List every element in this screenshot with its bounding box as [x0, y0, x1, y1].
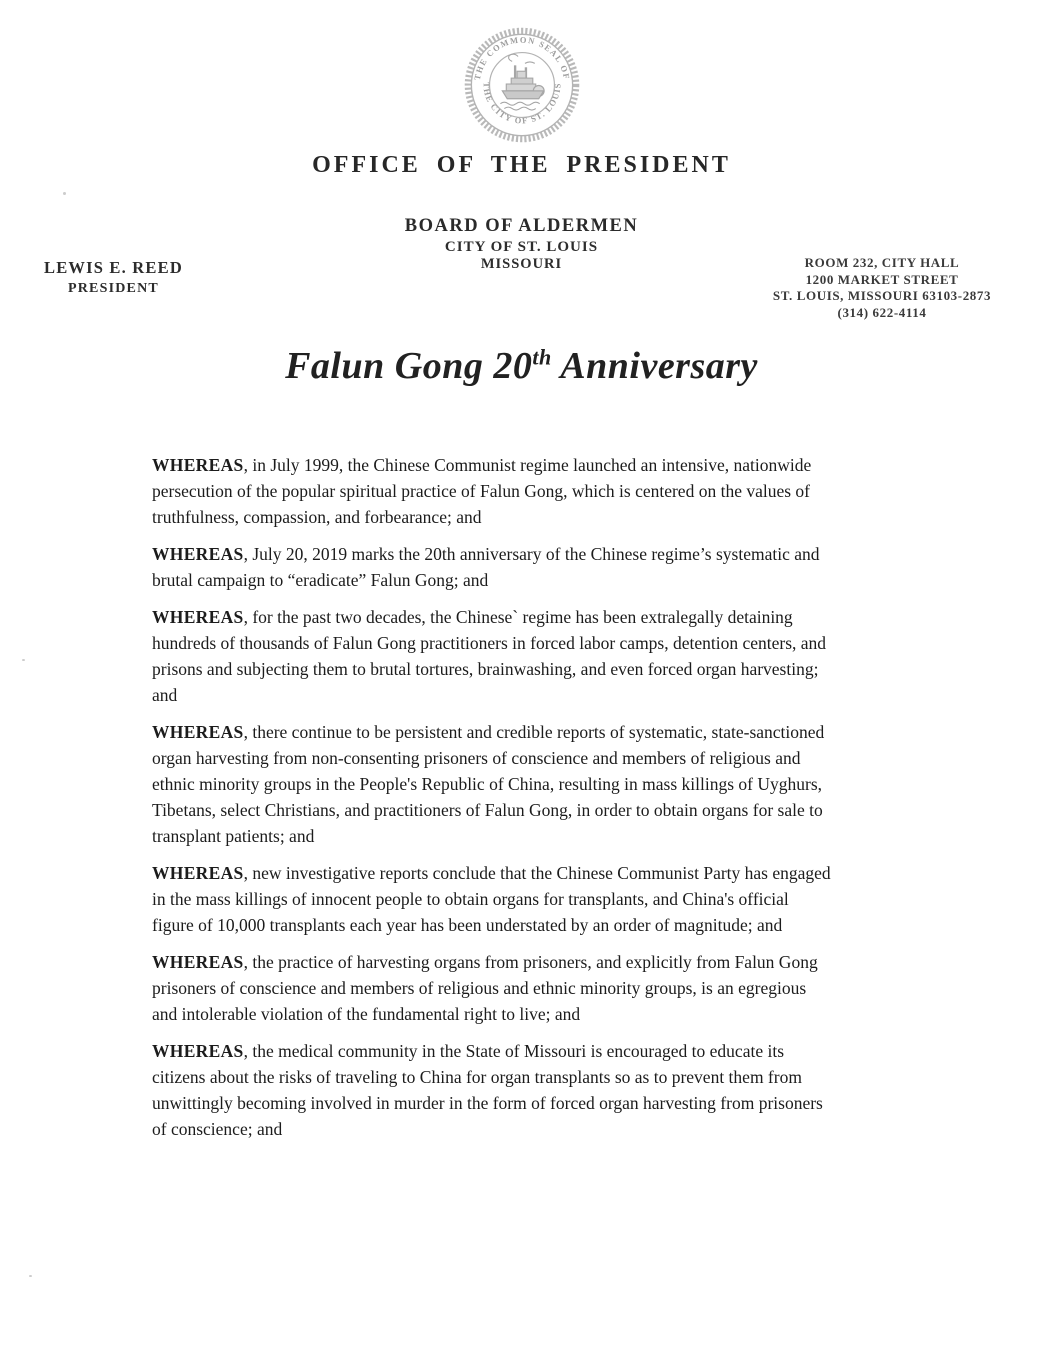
paragraph-text: , in July 1999, the Chinese Communist regime launched an intensive, nationwide persecution of the popular spiritual practice of Falun Gong, which is centered on the values of truthfulness, compassion, and forbearance; and	[152, 455, 812, 527]
whereas-paragraph-3	[152, 604, 834, 708]
address-line-city: ST. LOUIS, MISSOURI 63103-2873	[772, 288, 992, 303]
document-body	[152, 452, 834, 1153]
whereas-lead: WHEREAS	[152, 455, 244, 475]
city-line: CITY OF ST. LOUIS	[444, 239, 599, 255]
seal-bottom-text: THE CITY OF ST. LOUIS	[481, 82, 562, 126]
address-block	[732, 255, 1032, 321]
office-title: OFFICE OF THE PRESIDENT	[312, 152, 731, 178]
whereas-lead: WHEREAS	[152, 722, 244, 742]
title-superscript: th	[532, 344, 552, 370]
board-of-aldermen-title: BOARD OF ALDERMEN	[404, 216, 639, 236]
whereas-paragraph-4	[152, 719, 834, 849]
city-seal	[463, 26, 581, 144]
paragraph-text: , the medical community in the State of Missouri is encouraged to educate its citizens about the risks of traveling to China for organ transplants so as to prevent them from unwittingly becoming involved in murder in the form of forced organ harvesting from prisoners of conscience; and	[152, 1041, 823, 1139]
address-line-phone: (314) 622-4114	[837, 304, 927, 320]
paragraph-text: , July 20, 2019 marks the 20th anniversary of the Chinese regime’s systematic and brutal campaign to “eradicate” Falun Gong; and	[152, 544, 820, 590]
whereas-paragraph-5	[152, 860, 834, 938]
steamboat-icon	[500, 54, 544, 110]
scan-artifact	[29, 1275, 32, 1277]
whereas-lead: WHEREAS	[152, 1041, 244, 1061]
address-line-room: ROOM 232, CITY HALL	[804, 255, 960, 270]
paragraph-text: , new investigative reports conclude that the Chinese Communist Party has engaged in the mass killings of innocent people to obtain organs for transplants, and China's official figure of 10,000 transplants each year has been understated by an order of magnitude; and	[152, 863, 831, 935]
whereas-paragraph-6	[152, 949, 834, 1027]
whereas-paragraph-2	[152, 541, 834, 593]
paragraph-text: , the practice of harvesting organs from prisoners, and explicitly from Falun Gong prisoners of conscience and members of religious and ethnic minority groups, is an egregious and intolerable violation of the fundamental right to live; and	[152, 952, 818, 1024]
state-line: MISSOURI	[480, 256, 563, 272]
whereas-paragraph-7	[152, 1038, 834, 1142]
paragraph-text: , for the past two decades, the Chinese` regime has been extralegally detaining hundreds of thousands of Falun Gong practitioners in forced labor camps, detention centers, and prisons and subjecting them to brutal tortures, brainwashing, and even forced organ harvesting; and	[152, 607, 827, 705]
scan-artifact	[63, 192, 66, 195]
official-block	[44, 258, 183, 297]
whereas-lead: WHEREAS	[152, 544, 244, 564]
title-text: Falun Gong 20	[285, 345, 533, 387]
scan-artifact	[22, 659, 25, 661]
paragraph-text: , there continue to be persistent and credible reports of systematic, state-sanctioned organ harvesting from non-consenting prisoners of conscience and members of religious and ethnic minority groups in the People's Republic of China, resulting in mass killings of Uyghurs, Tibetans, select Christians, and practitioners of Falun Gong, in order to obtain organs for sale to transplant patients; and	[152, 722, 825, 846]
whereas-lead: WHEREAS	[152, 863, 244, 883]
whereas-paragraph-1	[152, 452, 834, 530]
whereas-lead: WHEREAS	[152, 607, 244, 627]
whereas-lead: WHEREAS	[152, 952, 244, 972]
official-name: LEWIS E. REED	[44, 258, 183, 277]
document-title	[0, 344, 1043, 388]
official-role: PRESIDENT	[68, 281, 159, 296]
title-text-rest: Anniversary	[560, 345, 758, 387]
address-line-street: 1200 MARKET STREET	[805, 271, 959, 287]
seal-top-text: THE COMMON SEAL OF	[471, 34, 572, 81]
